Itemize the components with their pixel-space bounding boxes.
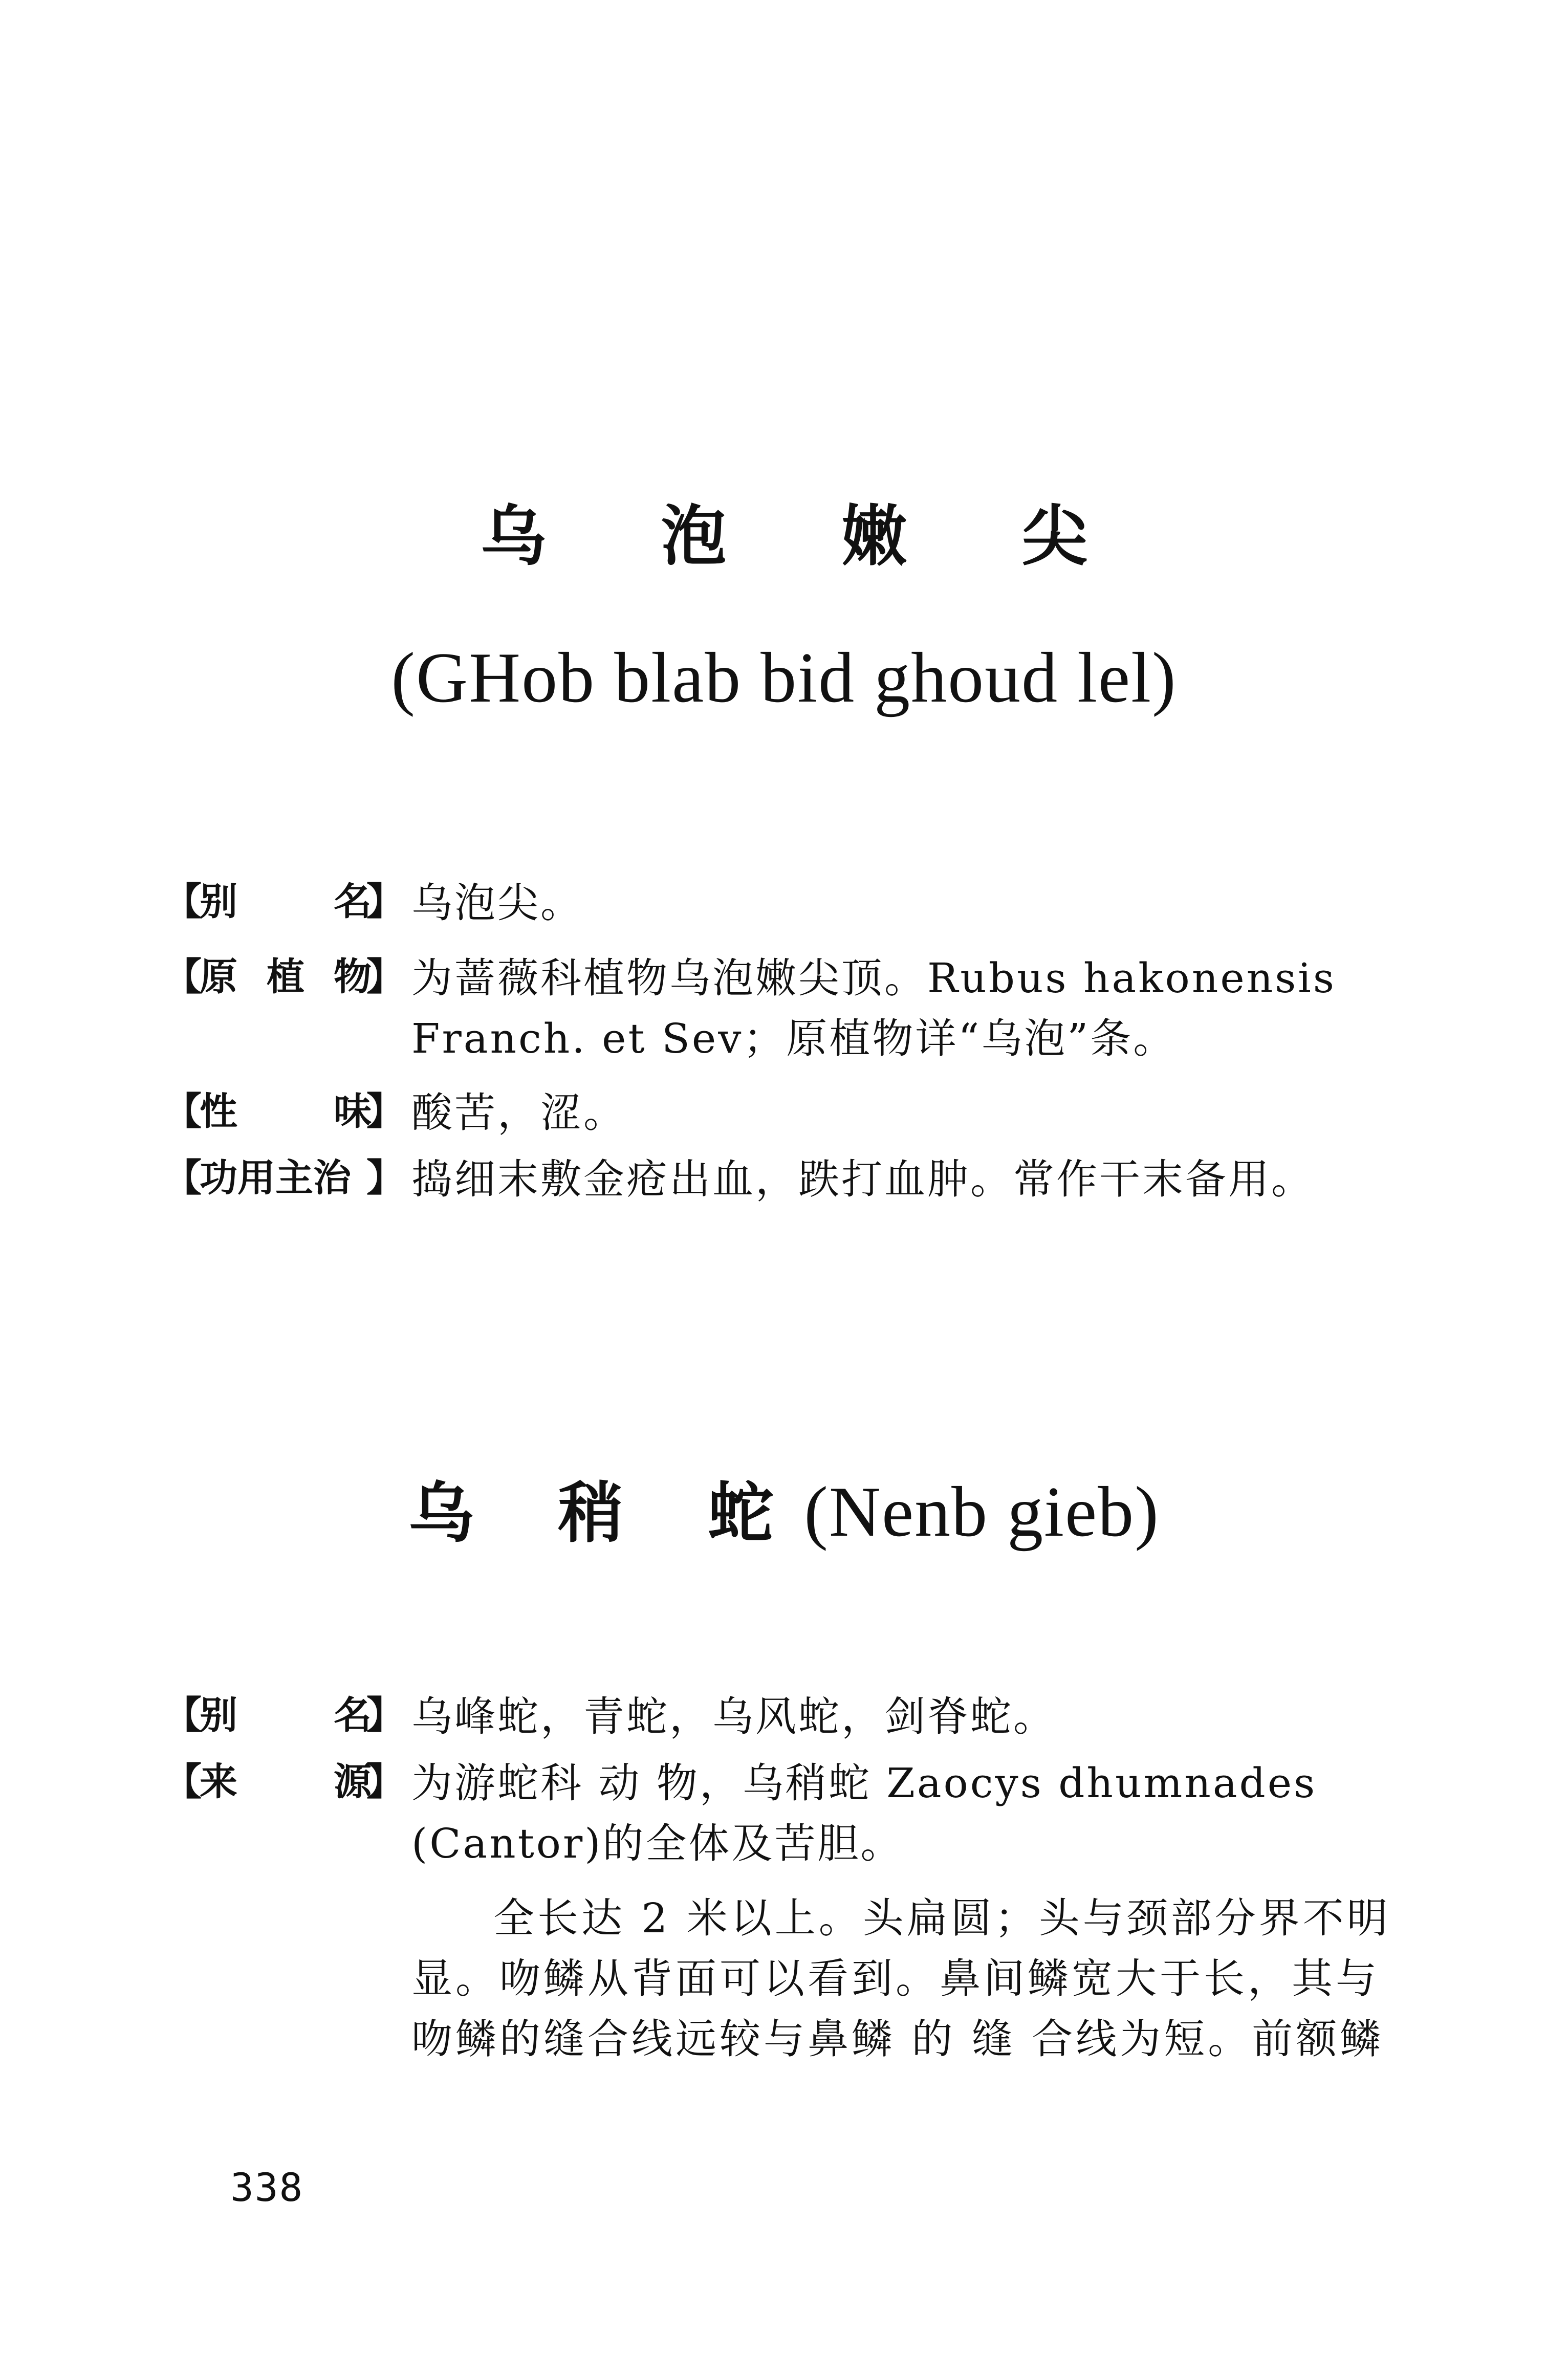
page-number: 338 xyxy=(230,2165,304,2210)
entry-title-wupao-nenjian: 乌 泡 嫩 尖 xyxy=(481,498,1134,575)
entry-phonetic-wupao-nenjian: (GHob blab bid ghoud lel) xyxy=(391,638,1177,717)
description-paragraph xyxy=(411,1888,1399,2069)
field-value-continued: Franch. et Sev；原植物详“乌泡”条。 xyxy=(411,1015,1177,1062)
paragraph-line: 吻鳞的缝合线远较与鼻鳞 的 缝 合线为短。前额鳞 xyxy=(411,2015,1384,2063)
book-page: 乌 泡 嫩 尖 (GHob blab bid ghoud lel) 【 别 名 】 乌泡尖。 【 原 植 物 】 为蔷薇科植物乌泡嫩尖顶。Rubus hakonensis Franch. et Sev；原植物详“乌泡”条。 【 性 味 】 酸苦，涩。 【 功用主治 】 捣细末敷金疮出血，跌打血肿。常作干末备用。 乌 稍 蛇(Nenb gieb) 【 别 名 】 乌峰蛇，青蛇，乌风蛇，剑脊蛇。 【 来 源 】 为游蛇科 动 物，乌稍蛇 Zaocys dhumnades (Cantor)的全体及苦胆。 全长达 2 米以上。头扁圆；头与颈部分界不明 显。吻鳞从背面可以看到。鼻间鳞宽大于长，其与 吻鳞的缝合线远较与鼻鳞 的 缝 合线为短。前额鳞 338 xyxy=(0,0,1568,2356)
paragraph-line: 全长达 2 米以上。头扁圆；头与颈部分界不明 xyxy=(493,1894,1391,1942)
field-value: 乌泡尖。 xyxy=(411,879,583,927)
field-value-continued: (Cantor)的全体及苦胆。 xyxy=(411,1820,904,1867)
field-value: 酸苦，涩。 xyxy=(411,1089,626,1137)
field-value: 为游蛇科 动 物，乌稍蛇 Zaocys dhumnades xyxy=(411,1759,1317,1807)
field-value: 乌峰蛇，青蛇，乌风蛇，剑脊蛇。 xyxy=(411,1693,1056,1740)
paragraph-line: 显。吻鳞从背面可以看到。鼻间鳞宽大于长，其与 xyxy=(411,1955,1380,2002)
entry-title-wushao-snake xyxy=(0,1472,1568,1552)
entry-title-phonetic: (Nenb gieb) xyxy=(804,1472,1160,1552)
field-value: 为蔷薇科植物乌泡嫩尖顶。Rubus hakonensis xyxy=(411,954,1336,1002)
entry-title-chinese: 乌 稍 蛇 xyxy=(408,1475,804,1552)
field-value: 捣细末敷金疮出血，跌打血肿。常作干末备用。 xyxy=(411,1155,1314,1203)
